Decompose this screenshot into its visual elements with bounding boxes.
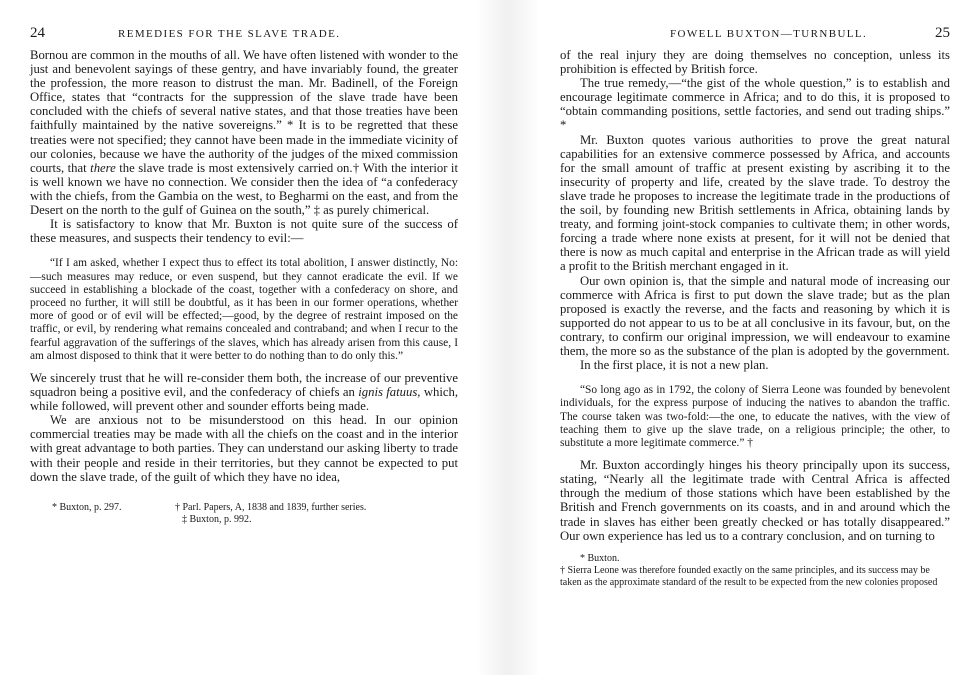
left-running-title: REMEDIES FOR THE SLAVE TRADE. — [118, 28, 341, 40]
left-paragraph-3: We sincerely trust that he will re-consider them both, the increase of our preventive squadron being a positive evil, and the confederacy of chiefs an ignis fatuus, which, while followed, will prevent other and sounder efforts being made. — [30, 370, 459, 414]
footnote-star: * Buxton, p. 297. — [52, 501, 122, 513]
footnote-dagger-right: † Sierra Leone was therefore founded exactly on the same principles, and its success may be taken as the approximate standard of the result to be expected from the new colonies proposed — [560, 564, 938, 588]
right-paragraph-4: Our own opinion is, that the simple and natural mode of increasing our commerce with Africa is first to put down the slave trade; but as the plan proposed is exactly the reverse, and the facts and reasoning by which it is supported do not appear to us to be at all conclusive in its favour, but, on the contrary, to confirm our original impression, we will endeavour to examine them, the more so as the substance of the plan is adopted by the government. — [560, 273, 950, 358]
book-gutter — [476, 0, 540, 675]
right-paragraph-1: of the real injury they are doing themselves no conception, unless its prohibition is effected by British force. — [560, 48, 950, 77]
footnote-star-right: * Buxton. — [580, 552, 620, 564]
left-running-head — [30, 25, 458, 48]
left-paragraph-2: It is satisfactory to know that Mr. Buxton is not quite sure of the success of these measures, and suspects their tendency to evil:— — [30, 217, 458, 246]
left-paragraph-1: Bornou are common in the mouths of all. We have often listened with wonder to the just and benevolent sayings of these gentry, and have invariably found, the greater the profession, the more reason to distrust the man. Mr. Badinell, of the Foreign Office, states that “contracts for the suppression of the slave trade have been concluded with the chiefs of several native states, and that those treaties have been faithfully maintained by the native sovereigns.” * It is to be regretted that these treaties were not specified; they cannot have been made in the immediate vicinity of our colonies, because we have the authority of the judges of the mixed commission courts, that there the slave trade is most extensively carried on.† With the interior it is well known we have no connection. We consider then the idea of “a confederacy with the chiefs, from the Gambia on the west, to Begharmi on the east, and from the Desert on the north to the gulf of Guinea on the south,” ‡ as purely chimerical. — [30, 48, 458, 218]
right-paragraph-5: In the first place, it is not a new plan. — [580, 358, 769, 373]
left-page — [0, 0, 476, 675]
right-footnotes — [560, 553, 950, 589]
footnote-double-dagger: ‡ Buxton, p. 992. — [182, 513, 252, 525]
right-page — [540, 0, 980, 675]
left-footnotes — [30, 502, 458, 536]
left-body — [30, 48, 458, 245]
right-body-2 — [560, 458, 950, 543]
right-paragraph-2: The true remedy,—“the gist of the whole question,” is to establish and encourage legitimate commerce in Africa; and to do this, it is proposed to “obtain commanding positions, settle factories, and send out trading ships.” * — [560, 76, 950, 133]
left-block-quote: “If I am asked, whether I expect thus to effect its total abolition, I answer distinctly, No:—such measures may reduce, or even suspend, but they cannot eradicate the evil. If we succeed in establishing a blockade of the coast, together with a confederacy on shore, and proceed no further, it will still be doubtful, as it has been in our former operations, whether more of good or of evil will be effected;—good, by the degree of restraint imposed on the traffic, or evil, by rendering what remains concealed and contraband; and when I recur to the fearful aggravation of the sufferings of the slaves, which has already arisen from this cause, I am almost disposed to think that it were better to do nothing than to do only this.” — [30, 257, 458, 362]
left-page-number: 24 — [30, 25, 45, 41]
right-running-head — [560, 25, 950, 48]
left-body-2 — [30, 371, 458, 484]
right-paragraph-6: Mr. Buxton accordingly hinges his theory principally upon its success, stating, “Nearly all the legitimate trade with Central Africa is affected through the medium of those stations which have been established by the British and French governments on its coasts, and in and around which the trade in slaves has either been greatly checked or has totally disappeared.” Our own experience has led us to a contrary conclusion, and on turning to — [560, 458, 950, 543]
right-body — [560, 48, 950, 372]
right-block-quote: “So long ago as in 1792, the colony of Sierra Leone was founded by benevolent individuals, for the express purpose of inducing the natives to abandon the traffic. The course taken was two-fold:—the one, to educate the natives, with the view of teaching them to give up the slave trade, on a religious principle; the other, to substitute a more legitimate commerce.” † — [560, 384, 950, 449]
right-paragraph-3: Mr. Buxton quotes various authorities to prove the great natural capabilities for an extensive commerce possessed by Africa, and accounts for the small amount of traffic at present existing by ascribing it to the insecurity of property and life, created by the slave trade. To destroy the slave trade he proposes to increase the legitimate trade in the productions of the soil, by founding new British settlements in Africa, obtaining lands by treaty, and forming joint-stock companies to cultivate them; in other words, forcing a trade where none exists at present, for it will not be denied that there is now as much capital and enterprise in the African trade as will yield a profit to the British merchant engaged in it. — [560, 132, 950, 274]
right-page-number: 25 — [935, 25, 950, 41]
right-running-title: FOWELL BUXTON—TURNBULL. — [670, 28, 868, 40]
footnote-dagger: † Parl. Papers, A, 1838 and 1839, further series. — [175, 501, 367, 513]
emphasis-ignis-fatuus: ignis fatuus, — [358, 385, 421, 400]
left-paragraph-4: We are anxious not to be misunderstood on this head. In our opinion commercial treaties may be made with all the chiefs on the coast and in the interior with great advantage to both parties. They can understand our asking liberty to trade with their people and reside in their territories, but they cannot be expected to put down the slave trade, of the guilt of which they have no idea, — [30, 413, 458, 484]
emphasis-there: there — [90, 160, 116, 175]
